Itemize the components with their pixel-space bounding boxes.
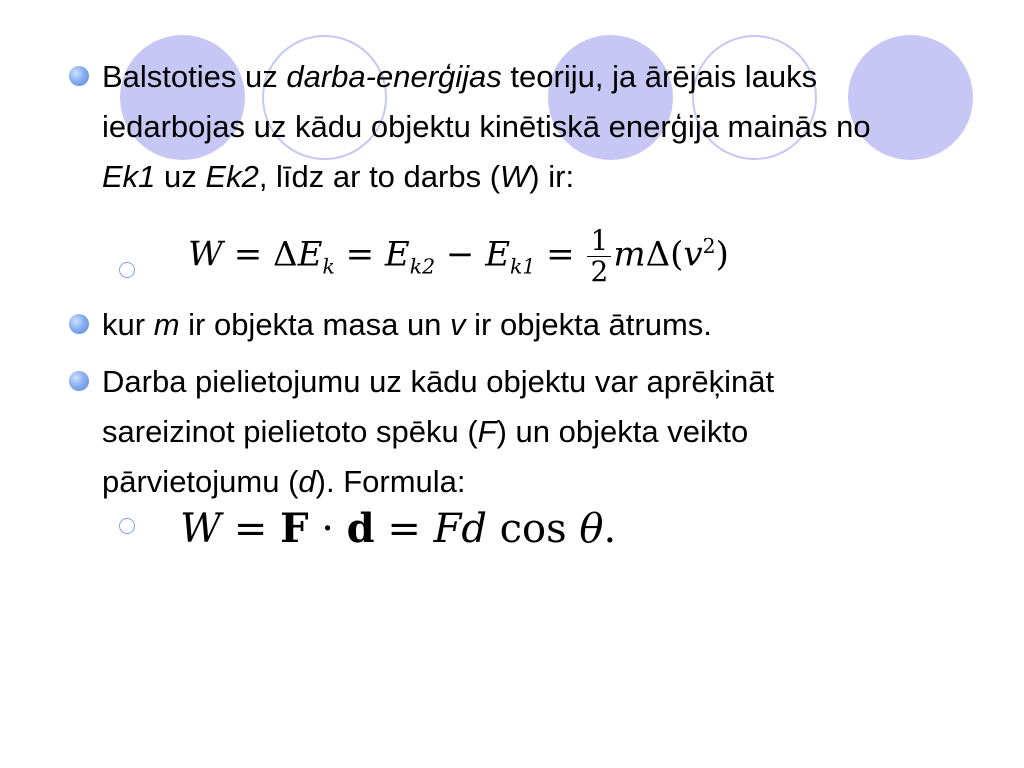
bullet-italic-term: F — [477, 414, 497, 449]
bullet-italic-term: d — [298, 464, 316, 499]
bullet-text: ir objekta ātrums. — [465, 307, 712, 342]
sub-bullet-icon — [119, 518, 135, 534]
bullet-item-3 — [102, 357, 882, 507]
bullet-text: , līdz ar to darbs ( — [258, 159, 501, 194]
bullet-text: ) ir: — [529, 159, 575, 194]
bullet-italic-term: darba-enerģijas — [286, 59, 502, 94]
bullet-italic-term: W — [500, 159, 530, 194]
bullet-text: teoriju, ja ārējais lauks iedarbojas uz kādu objektu kinētiskā enerģija mainās no — [102, 59, 871, 144]
formula-work-force: W = F · d = Fd cos θ. — [180, 505, 617, 552]
bullet-item-1 — [102, 52, 932, 202]
bullet-text: Darba pielietojumu uz kādu objektu var aprēķināt sareizinot pielietoto spēku ( — [102, 364, 775, 449]
fraction: $\frac{1}{2}$ — [587, 226, 611, 287]
bullet-italic-term: Ek2 — [205, 159, 259, 194]
bullet-text: ). Formula: — [315, 464, 466, 499]
bullet-italic-term: m — [153, 307, 180, 342]
bullet-text: Balstoties uz — [102, 59, 287, 94]
bullet-text: uz — [155, 159, 206, 194]
formula-work-energy: $W = \Delta E_k = E_{k2} - E_{k1}$ = $\frac{1}{2}$ $m\Delta(v^2)$ — [188, 224, 729, 288]
bullet-item-2 — [102, 300, 932, 350]
bullet-italic-term: Ek1 — [102, 159, 156, 194]
bullet-text: ) un objekta veikto pārvietojumu ( — [102, 414, 749, 499]
bullet-italic-term: v — [450, 307, 466, 342]
bullet-text: ir objekta masa un — [179, 307, 451, 342]
bullet-icon — [69, 66, 89, 86]
bullet-icon — [69, 371, 89, 391]
sub-bullet-icon — [119, 262, 135, 278]
bullet-text: kur — [102, 307, 154, 342]
bullet-icon — [69, 314, 89, 334]
